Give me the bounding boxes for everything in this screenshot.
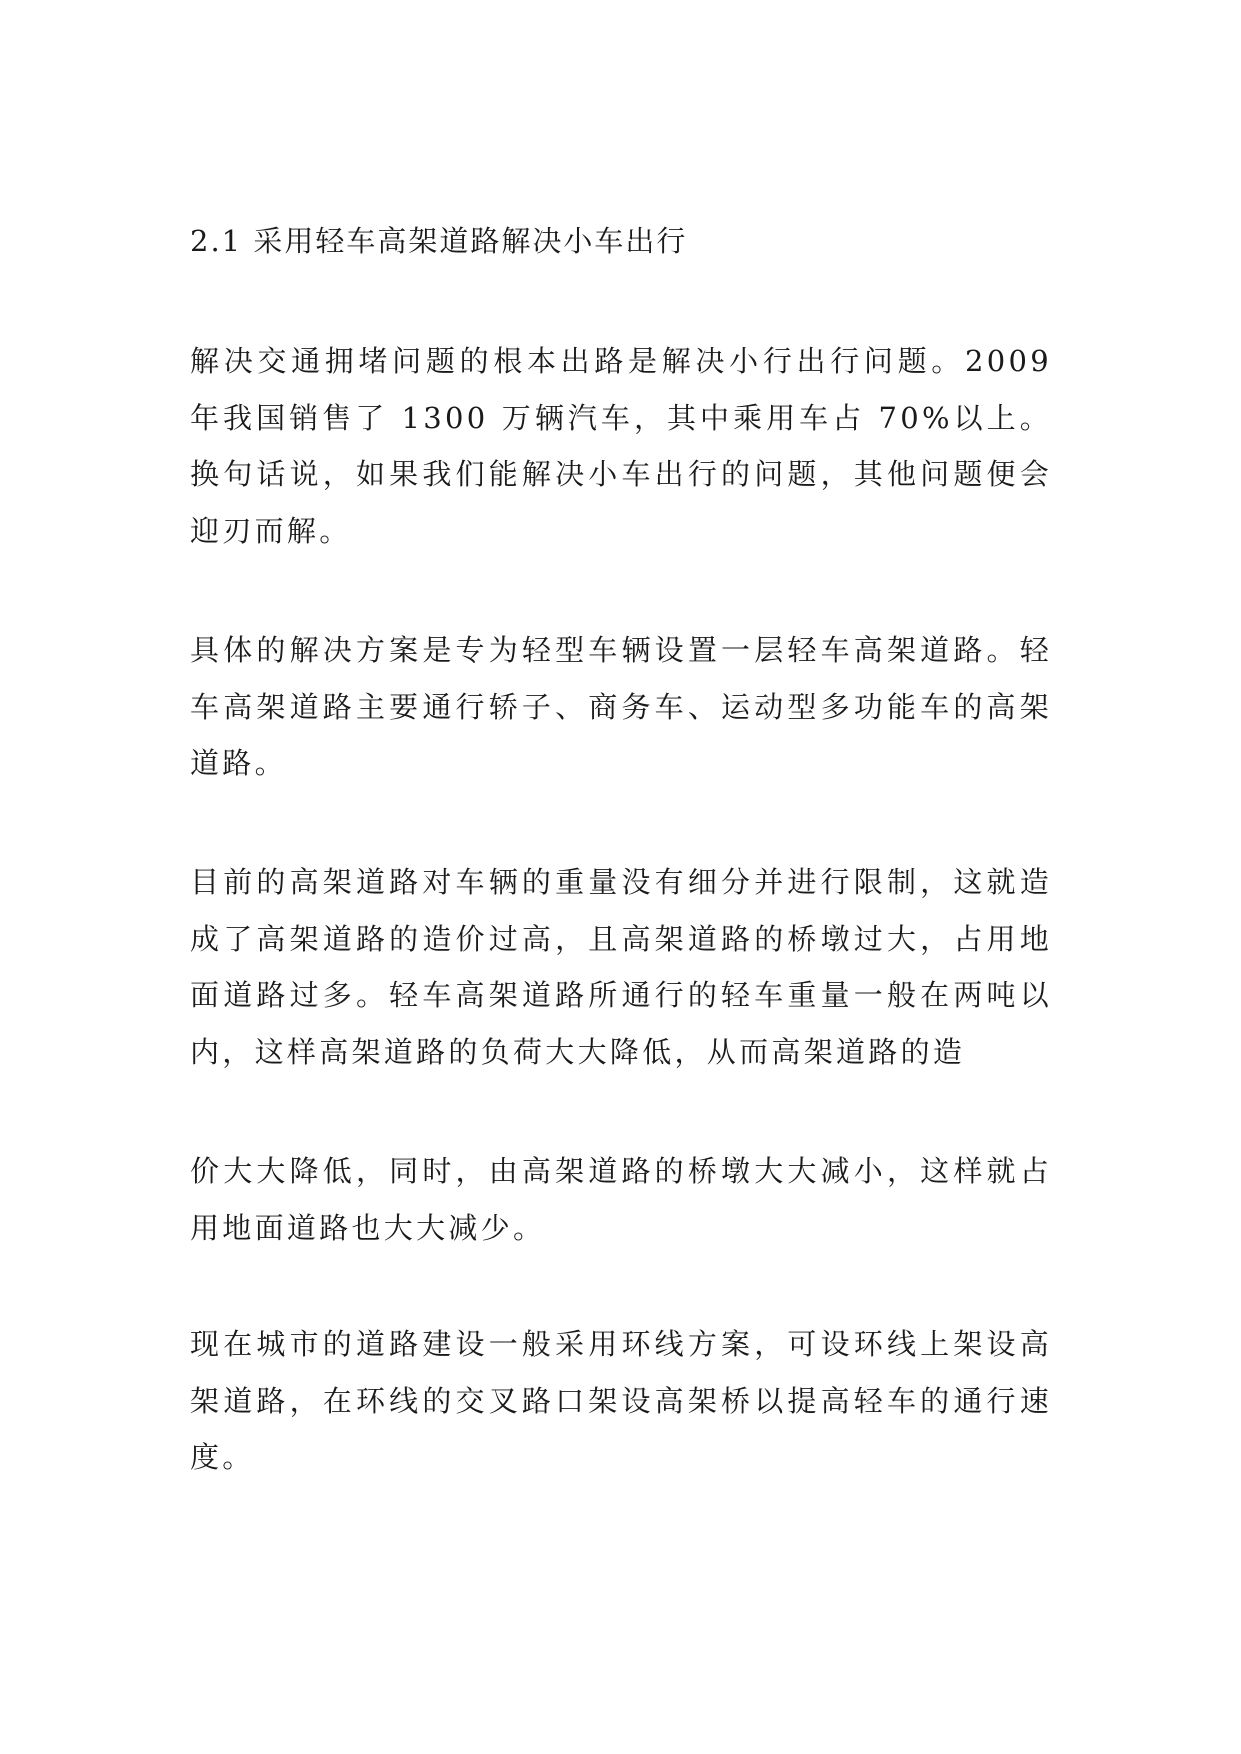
paragraph-4: 价大大降低，同时，由高架道路的桥墩大大减小，这样就占用地面道路也大大减少。 — [190, 1154, 1052, 1245]
paragraph-3: 目前的高架道路对车辆的重量没有细分并进行限制，这就造成了高架道路的造价过高，且高架道路的桥墩过大，占用地面道路过多。轻车高架道路所通行的轻车重量一般在两吨以内，这样高架道路的负荷大大降低，从而高架道路的造 — [190, 865, 1052, 1069]
paragraph-1: 解决交通拥堵问题的根本出路是解决小行出行问题。2009 年我国销售了 1300 万辆汽车，其中乘用车占 70%以上。换句话说，如果我们能解决小车出行的问题，其他问题便会迎刃而解。 — [190, 344, 1052, 548]
paragraph-2: 具体的解决方案是专为轻型车辆设置一层轻车高架道路。轻车高架道路主要通行轿子、商务车、运动型多功能车的高架道路。 — [190, 633, 1052, 780]
section-heading: 2.1 采用轻车高架道路解决小车出行 — [190, 224, 688, 258]
paragraph-5: 现在城市的道路建设一般采用环线方案，可设环线上架设高架道路，在环线的交叉路口架设高架桥以提高轻车的通行速度。 — [190, 1327, 1052, 1474]
